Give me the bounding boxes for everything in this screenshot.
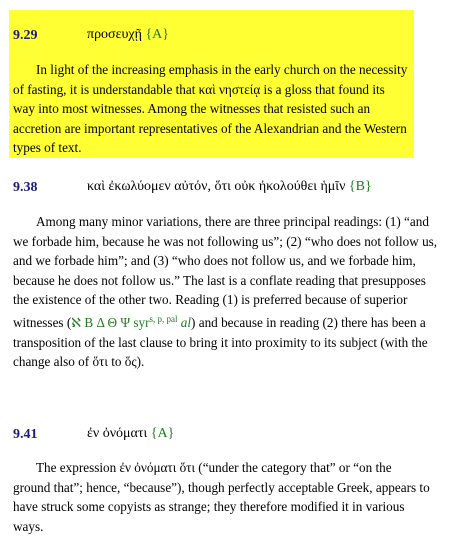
- lemma: [87, 179, 372, 195]
- rating-badge: {A}: [145, 27, 170, 42]
- lemma-text: καὶ ἐκωλύομεν αὐτόν, ὅτι οὐκ ἠκολούθει ἡμῖν: [87, 179, 346, 194]
- paragraph-text: Among many minor variations, there are three principal readings: (1) “and we forbade him, because he was not following us”; (2) “who does not follow us, and we forbade him”; and (3) “who does not follow us, and we forbade him, because he does not follow us.” The last is a conflate reading that presupposes the existence of the other two. Reading (1) is preferred because of superior witnesses (: [13, 214, 438, 330]
- verse-number: 9.29: [13, 28, 38, 43]
- commentary-paragraph: [13, 212, 445, 372]
- lemma: [87, 27, 169, 43]
- verse-number: 9.38: [13, 180, 38, 195]
- commentary-paragraph: In light of the increasing emphasis in the early church on the necessity of fasting, it is understandable that καὶ νηστείᾳ is a gloss that found its way into most witnesses. Among the witnesses that resisted such an accretion are important representatives of the Alexandrian and the Western types of text.: [13, 62, 408, 156]
- verse-number: 9.41: [13, 427, 38, 442]
- paragraph-text: ) and because in reading (2) there has been a transposition of the last clause to bring it into proximity to its subject (with the change also of ὅτι to ὅς).: [13, 314, 428, 370]
- witness-al: al: [177, 314, 192, 330]
- lemma-text: ἐν ὀνόματι: [87, 426, 148, 441]
- lemma-text: προσευχῇ: [87, 27, 142, 42]
- witness-superscript: s, p, pal: [149, 313, 178, 324]
- rating-badge: {B}: [348, 179, 372, 194]
- lemma: [87, 426, 174, 442]
- witness-list: ℵ B Δ Θ Ψ syr: [71, 314, 150, 330]
- commentary-paragraph: The expression ἐν ὀνόματι ὅτι (“under the category that” or “on the ground that”; hence, “because”), though perfectly acceptable Greek, appears to have struck some copyists as strange; they therefore modified it in various ways.: [13, 460, 430, 534]
- rating-badge: {A}: [150, 426, 175, 441]
